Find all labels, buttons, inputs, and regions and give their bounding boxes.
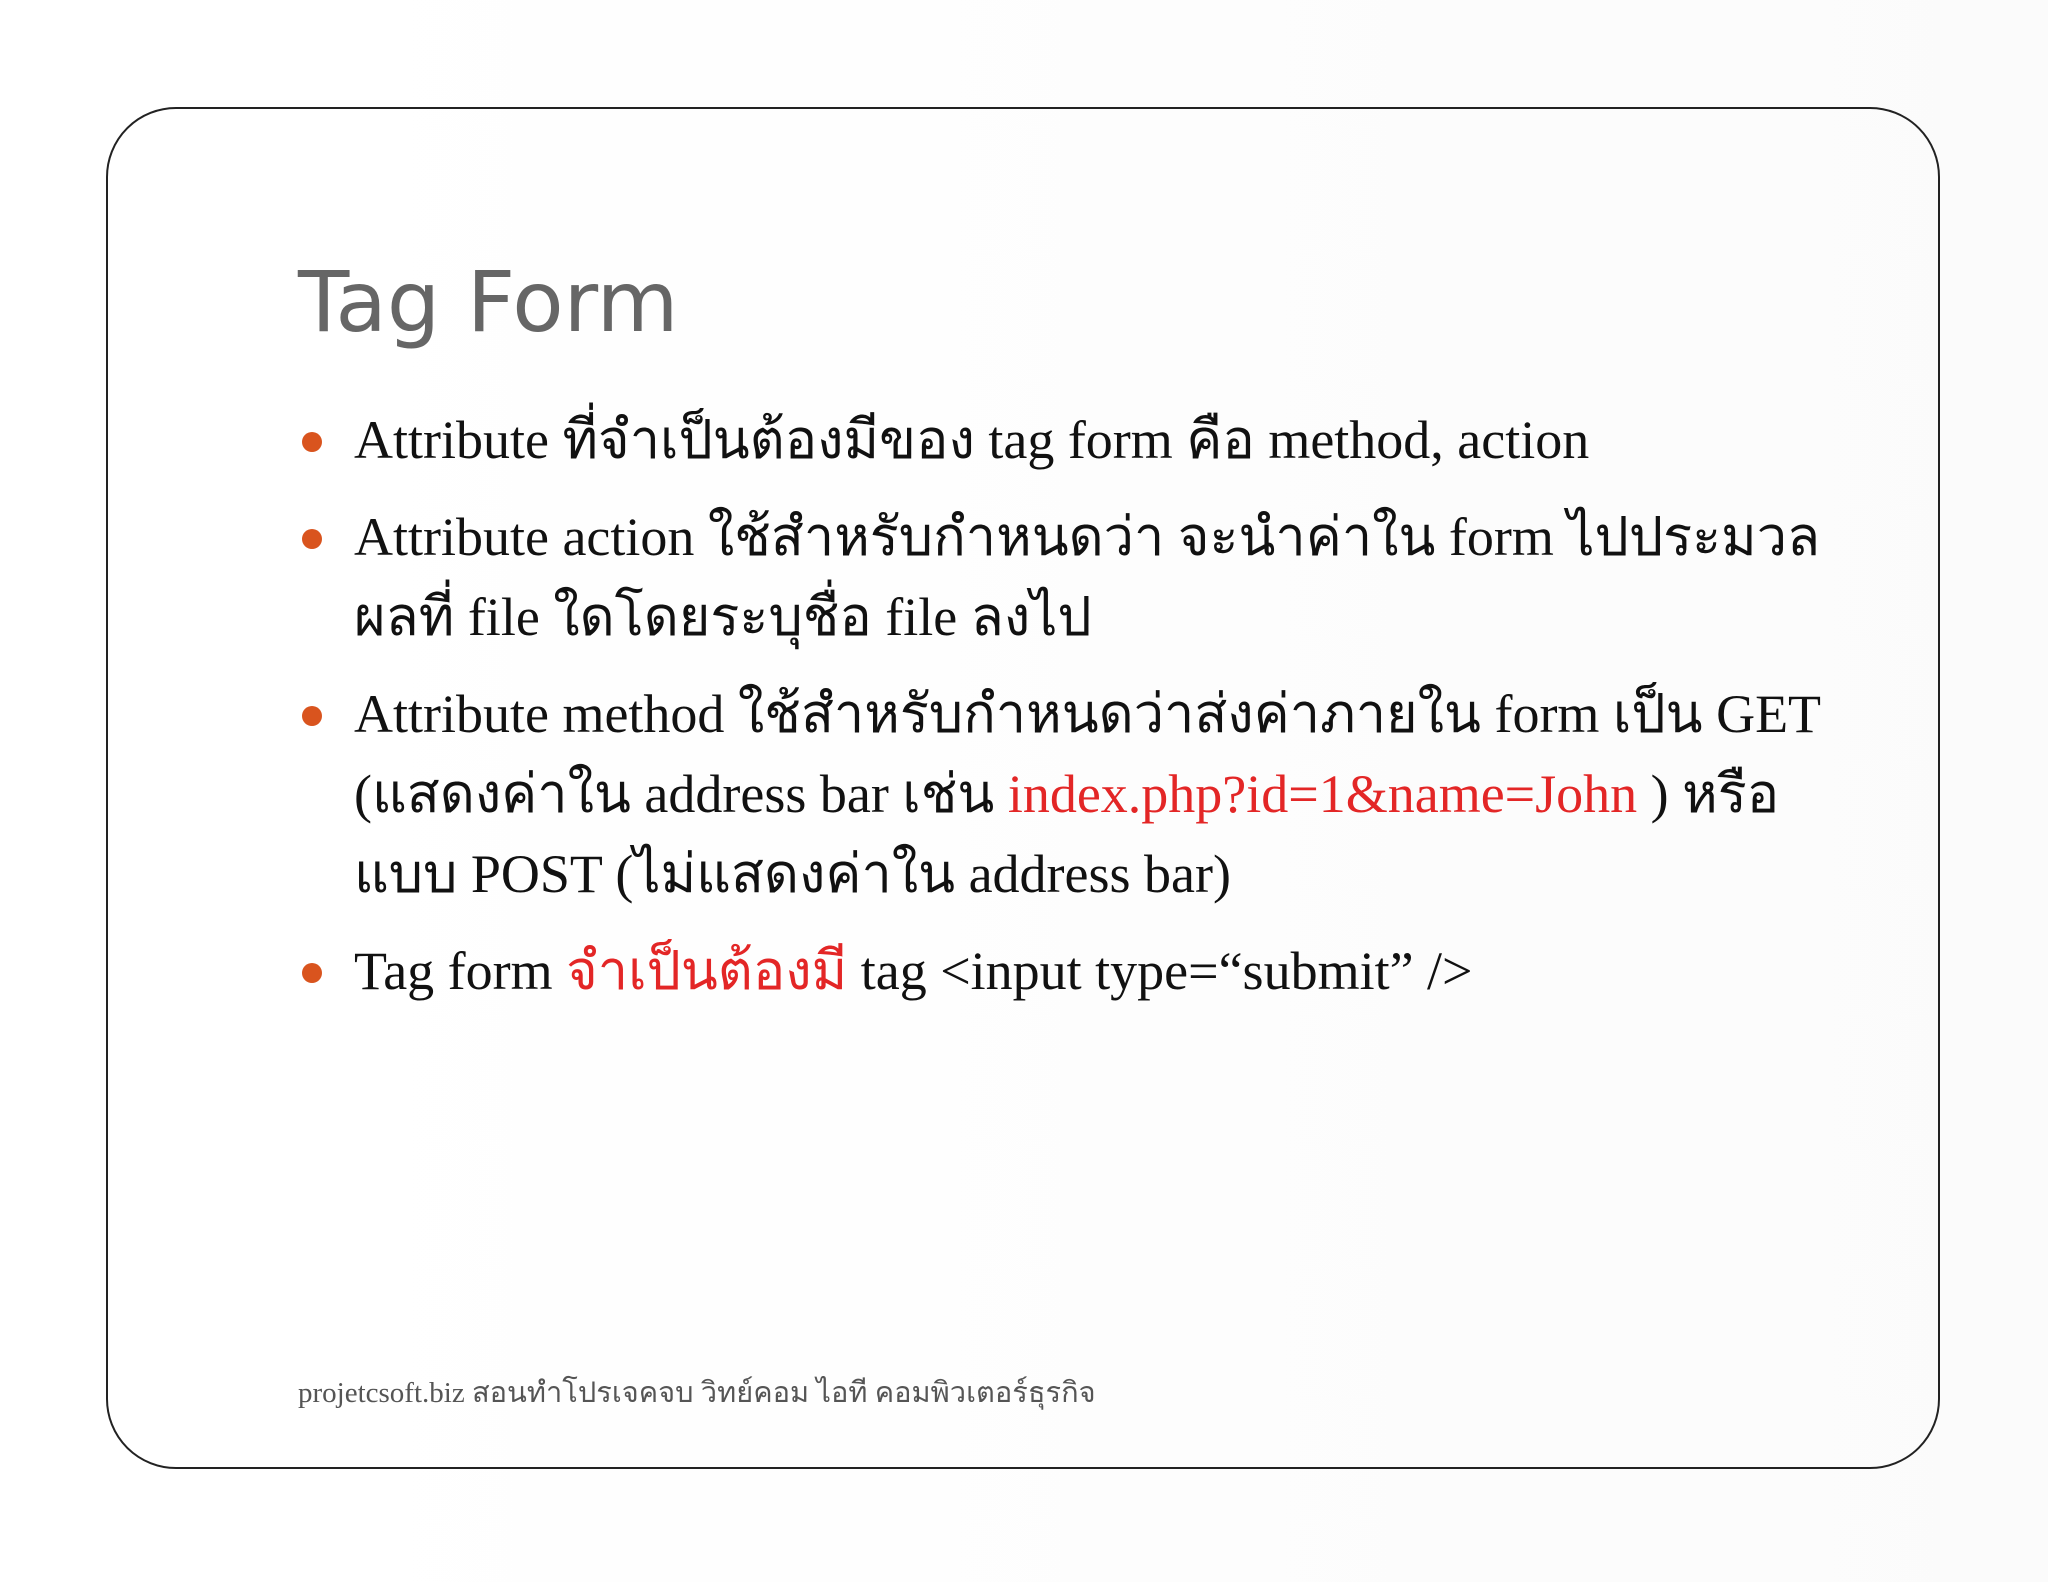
bullet-text: ) หรือ แบบ POST (ไม่แสดงค่าใน address bar) [354, 764, 1780, 904]
bullet-dot-icon [302, 529, 322, 549]
highlight-url: index.php?id=1&name=John [1007, 764, 1638, 824]
bullet-item [298, 400, 1858, 480]
bullet-item [298, 497, 1858, 657]
bullet-text: Tag form [354, 941, 567, 1001]
bullet-dot-icon [302, 706, 322, 726]
bullet-list [298, 400, 1858, 1028]
bullet-dot-icon [302, 432, 322, 452]
bullet-text: Attribute method ใช้สำหรับกำหนดว่าส่งค่าภายใน form เป็น GET (แสดงค่าใน address bar เช่น [354, 684, 1821, 824]
bullet-item [298, 674, 1858, 914]
bullet-text: Attribute action ใช้สำหรับกำหนดว่า จะนำค่าใน form ไปประมวลผลที่ file ใดโดยระบุชื่อ file ลงไป [354, 507, 1821, 647]
slide-footer: projetcsoft.biz สอนทำโปรเจคจบ วิทย์คอม ไอที คอมพิวเตอร์ธุรกิจ [298, 1377, 1096, 1409]
bullet-text: Attribute ที่จำเป็นต้องมีของ tag form คือ method, action [354, 410, 1590, 470]
bullet-item [298, 931, 1858, 1011]
bullet-text: tag <input type=“submit” /> [847, 941, 1473, 1001]
slide-title: Tag Form [298, 253, 679, 351]
bullet-dot-icon [302, 963, 322, 983]
highlight-required: จำเป็นต้องมี [566, 941, 848, 1001]
